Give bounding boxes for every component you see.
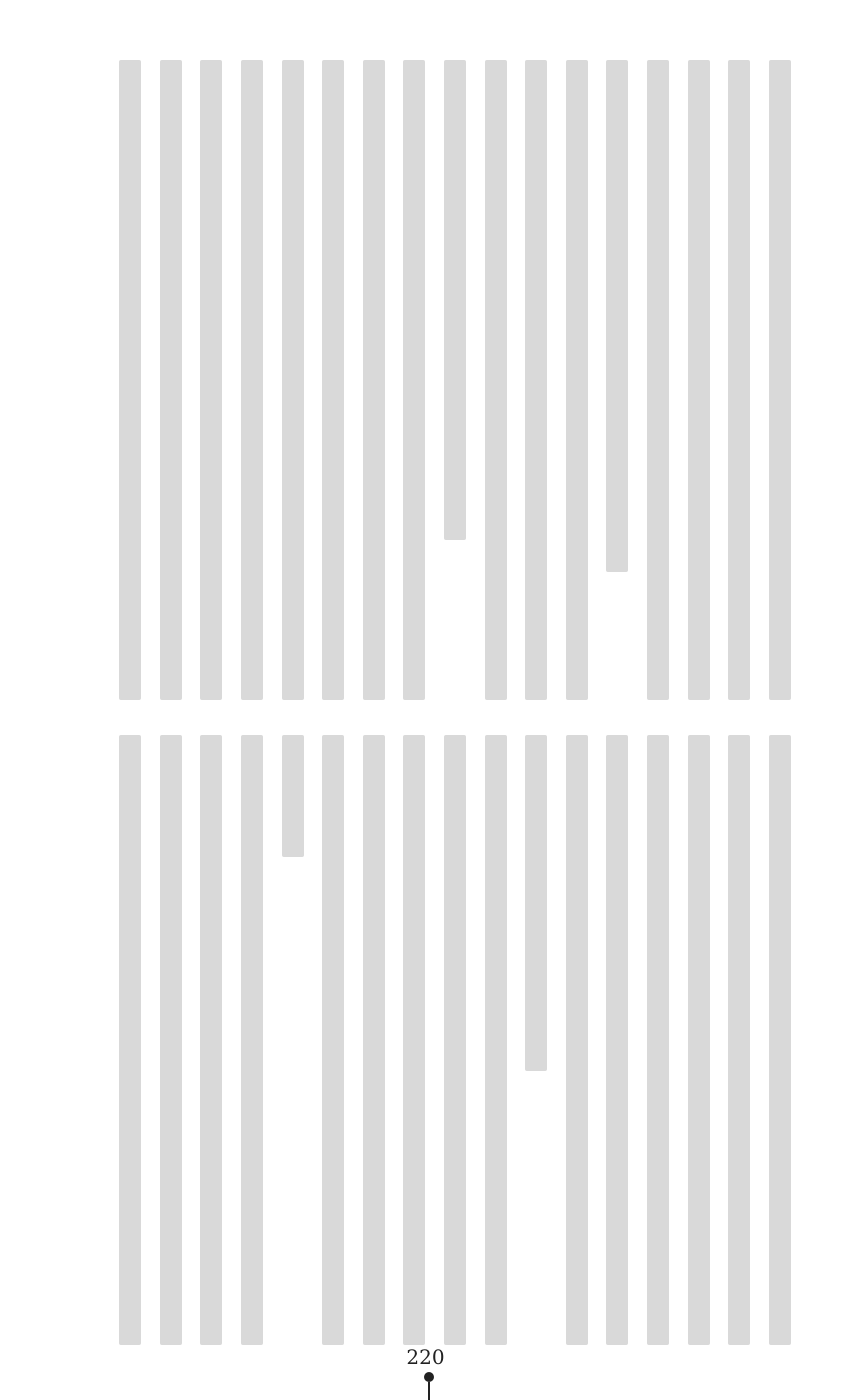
redacted-text-column bbox=[606, 60, 628, 572]
redacted-text-column bbox=[403, 60, 425, 700]
redacted-text-column bbox=[444, 735, 466, 1345]
redacted-text-column bbox=[241, 735, 263, 1345]
redacted-text-column bbox=[769, 735, 791, 1345]
page-number: 220 bbox=[406, 1345, 445, 1369]
redacted-text-column bbox=[200, 735, 222, 1345]
redacted-text-column bbox=[363, 735, 385, 1345]
page-marker-stem bbox=[428, 1382, 430, 1400]
redacted-text-column bbox=[769, 60, 791, 700]
redacted-text-column bbox=[647, 735, 669, 1345]
redacted-text-column bbox=[728, 735, 750, 1345]
redacted-text-column bbox=[647, 60, 669, 700]
redacted-text-column bbox=[160, 735, 182, 1345]
redacted-text-column bbox=[728, 60, 750, 700]
redacted-text-column bbox=[241, 60, 263, 700]
redacted-text-column bbox=[363, 60, 385, 700]
redacted-text-column bbox=[322, 60, 344, 700]
redacted-text-column bbox=[322, 735, 344, 1345]
redacted-text-column bbox=[282, 735, 304, 857]
redacted-text-column bbox=[485, 735, 507, 1345]
redacted-text-column bbox=[403, 735, 425, 1345]
text-tier-bottom bbox=[110, 735, 800, 1345]
redacted-text-column bbox=[200, 60, 222, 700]
text-tier-top bbox=[110, 60, 800, 700]
redacted-text-column bbox=[525, 735, 547, 1071]
redacted-text-column bbox=[688, 735, 710, 1345]
redacted-text-column bbox=[485, 60, 507, 700]
redacted-text-column bbox=[119, 60, 141, 700]
page-marker-dot bbox=[424, 1372, 434, 1382]
redacted-text-column bbox=[282, 60, 304, 700]
redacted-text-column bbox=[566, 735, 588, 1345]
redacted-text-column bbox=[444, 60, 466, 540]
redacted-text-column bbox=[606, 735, 628, 1345]
redacted-text-column bbox=[160, 60, 182, 700]
redacted-text-column bbox=[566, 60, 588, 700]
redacted-text-column bbox=[525, 60, 547, 700]
redacted-text-column bbox=[119, 735, 141, 1345]
redacted-text-column bbox=[688, 60, 710, 700]
